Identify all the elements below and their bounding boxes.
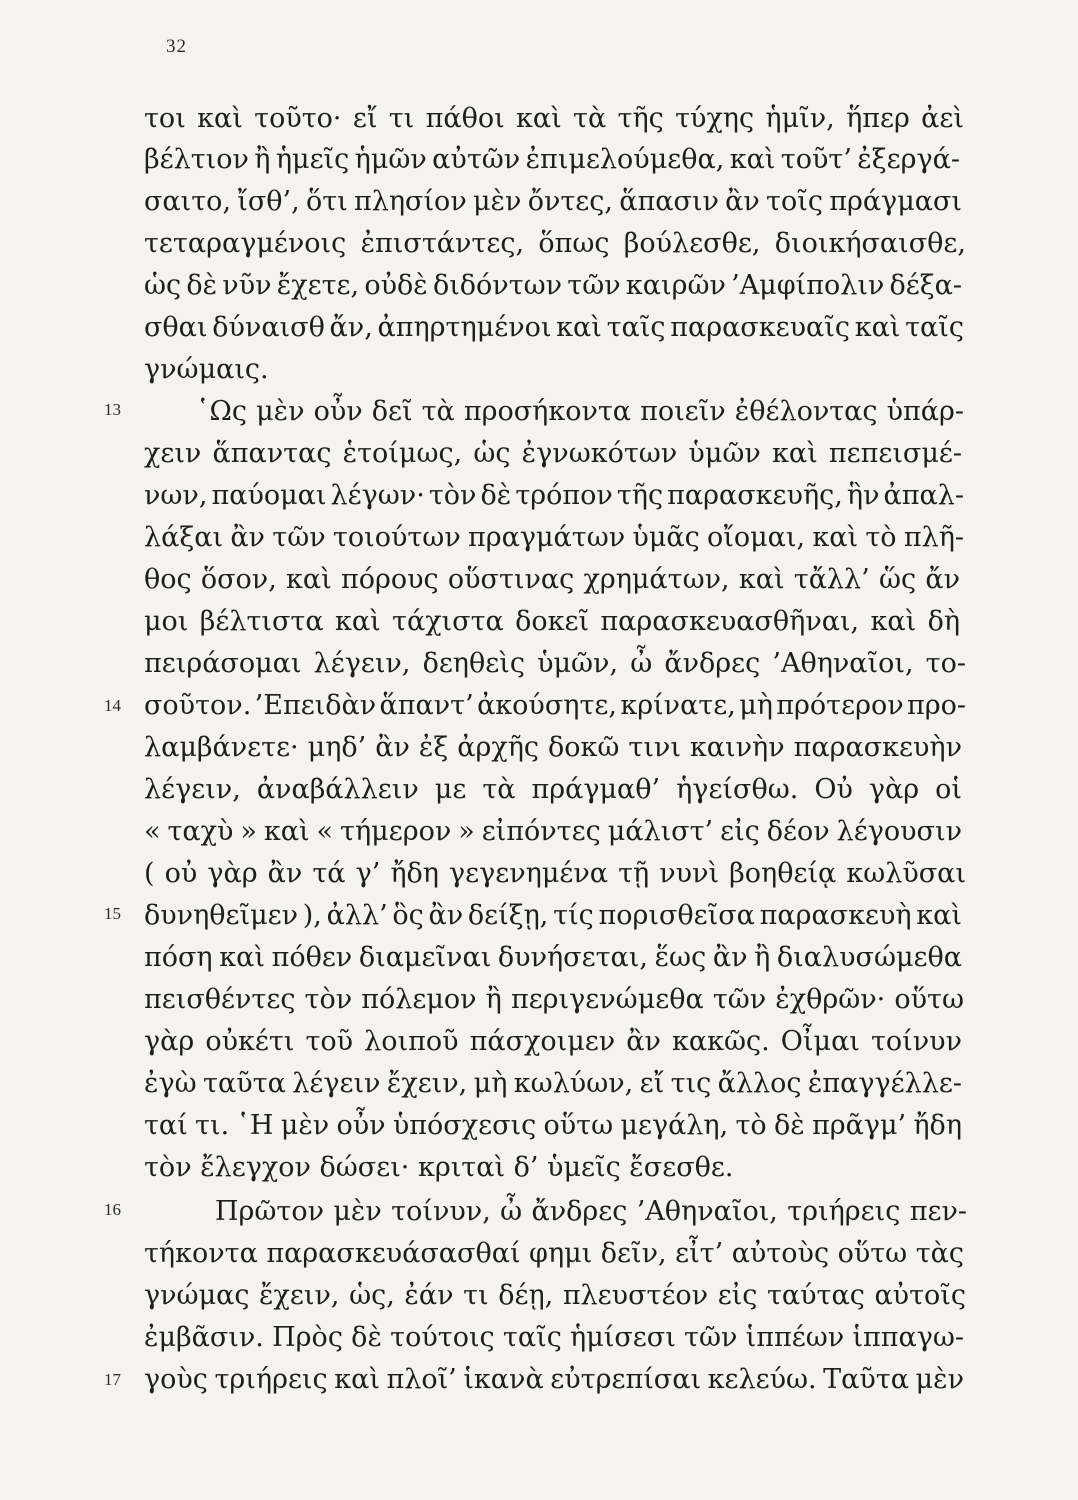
text-line: πεισθέντες τὸν πόλεμον ἢ περιγενώμεθα τῶν ἐχθρῶν· οὕτω [144, 984, 964, 1015]
text-line: δυνηθεῖμεν ), ἀλλ’ ὃς ἂν δείξῃ, τίς πορισθεῖσα παρασκευὴ καὶ [144, 900, 963, 931]
section-number: 13 [104, 400, 121, 419]
text-line: σοῦτον. ’Επειδὰν ἅπαντ’ ἀκούσητε, κρίνατε, μὴ πρότερον προ- [144, 690, 966, 721]
text-line: γὰρ οὐκέτι τοῦ λοιποῦ πάσχοιμεν ἂν κακῶς. Οἶμαι τοίνυν [144, 1026, 962, 1057]
text-line: τοι καὶ τοῦτο· εἴ τι πάθοι καὶ τὰ τῆς τύχης ἡμῖν, ἥπερ ἀεὶ [144, 103, 964, 134]
text-line: λάξαι ἂν τῶν τοιούτων πραγμάτων ὑμᾶς οἴομαι, καὶ τὸ πλῆ- [144, 522, 964, 553]
text-line: σθαι δύναισθ ἄν, ἀπηρτημένοι καὶ ταῖς παρασκευαῖς καὶ ταῖς [144, 312, 964, 343]
text-line: θος ὅσον, καὶ πόρους οὕστινας χρημάτων, καὶ τἄλλ’ ὥς ἄν [144, 564, 960, 595]
text-line: λαμβάνετε· μηδ’ ἂν ἐξ ἀρχῆς δοκῶ τινι καινὴν παρασκευὴν [144, 732, 962, 763]
text-line: ἐμβᾶσιν. Πρὸς δὲ τούτοις ταῖς ἡμίσεσι τῶν ἱππέων ἱππαγω- [144, 1322, 964, 1353]
text-line: σαιτο, ἴσθ’, ὅτι πλησίον μὲν ὄντες, ἅπασιν ἂν τοῖς πράγμασι [144, 186, 962, 217]
text-line: γνώμαις. [144, 354, 269, 385]
section-number: 17 [104, 1370, 121, 1389]
text-line: ῾Ως μὲν οὖν δεῖ τὰ προσήκοντα ποιεῖν ἐθέλοντας ὑπάρ- [196, 396, 964, 427]
text-line: πόση καὶ πόθεν διαμεῖναι δυνήσεται, ἕως ἂν ἢ διαλυσώμεθα [144, 942, 962, 973]
section-number: 16 [104, 1200, 121, 1219]
text-line: ταί τι. ῾Η μὲν οὖν ὑπόσχεσις οὕτω μεγάλη, τὸ δὲ πρᾶγμ’ ἤδη [144, 1110, 962, 1141]
text-line: νων, παύομαι λέγων· τὸν δὲ τρόπον τῆς παρασκευῆς, ἣν ἀπαλ- [144, 480, 964, 511]
page-number: 32 [166, 36, 187, 57]
text-line: μοι βέλτιστα καὶ τάχιστα δοκεῖ παρασκευασθῆναι, καὶ δὴ [144, 606, 960, 637]
text-line: ἐγὼ ταῦτα λέγειν ἔχειν, μὴ κωλύων, εἴ τις ἄλλος ἐπαγγέλλε- [144, 1068, 962, 1099]
text-line: τεταραγμένοις ἐπιστάντες, ὅπως βούλεσθε, διοικήσαισθε, [144, 228, 966, 259]
text-line: λέγειν, ἀναβάλλειν με τὰ πράγμαθ’ ἡγείσθω. Οὐ γὰρ οἱ [144, 774, 962, 805]
section-number: 15 [104, 904, 121, 923]
text-line: γνώμας ἔχειν, ὡς, ἐάν τι δέῃ, πλευστέον εἰς ταύτας αὐτοῖς [144, 1280, 966, 1311]
text-line: ( οὐ γὰρ ἂν τά γ’ ἤδη γεγενημένα τῇ νυνὶ βοηθείᾳ κωλῦσαι [144, 858, 966, 889]
text-line: τὸν ἔλεγχον δώσει· κριταὶ δ’ ὑμεῖς ἔσεσθε. [144, 1152, 734, 1183]
text-line: χειν ἅπαντας ἑτοίμως, ὡς ἐγνωκότων ὑμῶν καὶ πεπεισμέ- [144, 438, 962, 469]
text-line: τήκοντα παρασκευάσασθαί φημι δεῖν, εἶτ’ αὐτοὺς οὕτω τὰς [144, 1238, 964, 1269]
text-line: βέλτιον ἢ ἡμεῖς ἡμῶν αὐτῶν ἐπιμελούμεθα, καὶ τοῦτ’ ἐξεργά- [144, 144, 960, 175]
text-line: πειράσομαι λέγειν, δεηθεὶς ὑμῶν, ὦ ἄνδρες ’Αθηναῖοι, το- [144, 648, 966, 679]
text-line: ὡς δὲ νῦν ἔχετε, οὐδὲ διδόντων τῶν καιρῶν ’Αμφίπολιν δέξα- [144, 270, 962, 301]
text-line: Πρῶτον μὲν τοίνυν, ὦ ἄνδρες ’Αθηναῖοι, τριήρεις πεν- [215, 1196, 967, 1227]
text-line: γοὺς τριήρεις καὶ πλοῖ’ ἱκανὰ εὐτρεπίσαι κελεύω. Ταῦτα μὲν [144, 1364, 964, 1395]
section-number: 14 [104, 696, 121, 715]
text-line: « ταχὺ » καὶ « τήμερον » εἰπόντες μάλιστ’ εἰς δέον λέγουσιν [144, 816, 962, 847]
